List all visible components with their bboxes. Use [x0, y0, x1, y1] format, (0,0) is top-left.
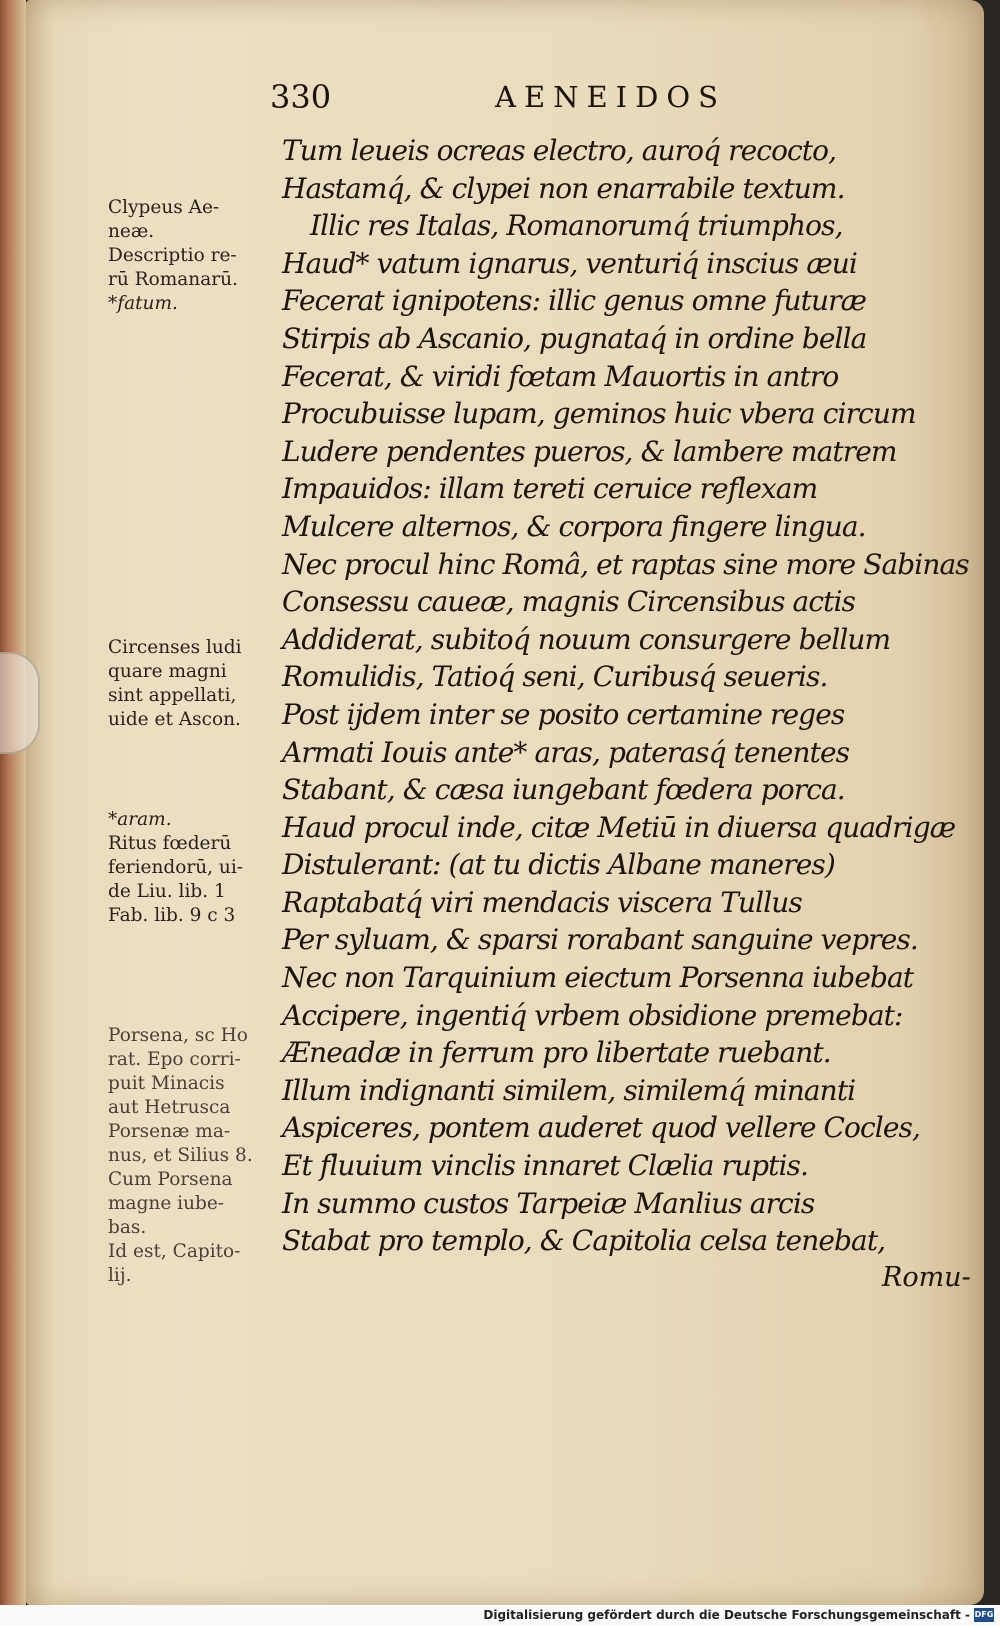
marginal-line: Porsena, sc Ho [108, 1025, 248, 1046]
verse-line: Æneadæ in ferrum pro libertate ruebant. [282, 1036, 831, 1070]
verse-text [282, 132, 972, 1260]
running-title: AENEIDOS [495, 80, 727, 114]
page-header [270, 78, 790, 122]
marginal-line: Descriptio re- [108, 245, 237, 266]
verse-line: Mulcere alternos, & corpora fingere lingua. [282, 509, 866, 543]
marginal-line: Ritus fœderū [108, 833, 232, 854]
verse-line: Nec procul hinc Româ, et raptas sine more Sabinas [282, 547, 969, 581]
marginal-line: lij. [108, 1265, 132, 1286]
marginal-line: de Liu. lib. 1 [108, 881, 226, 902]
marginal-line: uide et Ascon. [108, 709, 241, 730]
marginal-note-shield [108, 196, 278, 316]
verse-line: Aspiceres, pontem auderet quod vellere Cocles, [282, 1111, 920, 1145]
verse-line: Armati Iouis ante* aras, paterasq́ tenentes [282, 735, 850, 769]
verse-line: Hastamq́, & clypei non enarrabile textum. [282, 171, 845, 205]
marginal-line: Circenses ludi [108, 637, 242, 658]
verse-line: Haud procul inde, citæ Metiū in diuersa quadrigæ [282, 810, 956, 844]
marginal-line: nus, et Silius 8. [108, 1145, 253, 1166]
marginal-note-treaty [108, 808, 278, 928]
marginal-line: feriendorū, ui- [108, 857, 244, 878]
dfg-logo-icon: DFG [974, 1608, 994, 1622]
verse-line: Fecerat ignipotens: illic genus omne futuræ [282, 284, 866, 318]
verse-line: Post ijdem inter se posito certamine reges [282, 697, 845, 731]
page-fore-edge [0, 0, 26, 1605]
page-number: 330 [270, 78, 332, 116]
marginal-line: sint appellati, [108, 685, 237, 706]
marginal-line: quare magni [108, 661, 227, 682]
marginal-line: bas. [108, 1217, 147, 1238]
marginal-line: puit Minacis [108, 1073, 225, 1094]
verse-line: Stabat pro templo, & Capitolia celsa tenebat, [282, 1224, 886, 1258]
verse-line: Illum indignanti similem, similemq́ minanti [282, 1073, 856, 1107]
marginal-line: rat. Epo corri- [108, 1049, 241, 1070]
page-clip [0, 652, 40, 754]
verse-line: Stirpis ab Ascanio, pugnataq́ in ordine bella [282, 321, 867, 355]
funding-credit: Digitalisierung gefördert durch die Deutsche Forschungsgemeinschaft - [483, 1608, 970, 1622]
marginal-line: *aram. [108, 809, 172, 830]
verse-line: Accipere, ingentiq́ vrbem obsidione premebat: [282, 998, 903, 1032]
marginal-note-porsena [108, 1024, 278, 1288]
verse-line: Nec non Tarquinium eiectum Porsenna iubebat [282, 961, 914, 995]
verse-line: Ludere pendentes pueros, & lambere matrem [282, 434, 897, 468]
digitization-footer [0, 1605, 1000, 1626]
marginal-note-circus [108, 636, 278, 732]
verse-line: Per syluam, & sparsi rorabant sanguine vepres. [282, 923, 918, 957]
marginal-line: neæ. [108, 221, 155, 242]
verse-line: Stabant, & cæsa iungebant fœdera porca. [282, 773, 845, 807]
catchword: Romu- [882, 1262, 971, 1293]
marginal-line: rū Romanarū. [108, 269, 238, 290]
verse-line: In summo custos Tarpeiæ Manlius arcis [282, 1186, 815, 1220]
verse-line: Raptabatq́ viri mendacis viscera Tullus [282, 885, 802, 919]
verse-line: Consessu caueæ, magnis Circensibus actis [282, 585, 856, 619]
verse-line: Impauidos: illam tereti ceruice reflexam [282, 472, 818, 506]
verse-line: Haud* vatum ignarus, venturiq́ inscius æui [282, 246, 857, 280]
marginal-line: Cum Porsena [108, 1169, 233, 1190]
marginal-line: Porsenæ ma- [108, 1121, 231, 1142]
marginal-line: *fatum. [108, 293, 178, 314]
verse-line: Et fluuium vinclis innaret Clælia ruptis. [282, 1149, 809, 1183]
marginal-line: Fab. lib. 9 c 3 [108, 905, 236, 926]
verse-line: Tum leueis ocreas electro, auroq́ recocto, [282, 134, 837, 167]
marginal-line: aut Hetrusca [108, 1097, 231, 1118]
marginal-line: Id est, Capito- [108, 1241, 241, 1262]
verse-line: Romulidis, Tatioq́ seni, Curibusq́ seueris. [282, 660, 828, 694]
verse-line: Distulerant: (at tu dictis Albane maneres) [282, 848, 835, 882]
verse-line: Addiderat, subitoq́ nouum consurgere bellum [282, 622, 891, 656]
verse-line: Procubuisse lupam, geminos huic vbera circum [282, 397, 916, 431]
marginal-line: Clypeus Ae- [108, 197, 220, 218]
verse-line: Illic res Italas, Romanorumq́ triumphos, [310, 209, 843, 243]
marginal-line: magne iube- [108, 1193, 225, 1214]
verse-line: Fecerat, & viridi fœtam Mauortis in antro [282, 359, 839, 393]
